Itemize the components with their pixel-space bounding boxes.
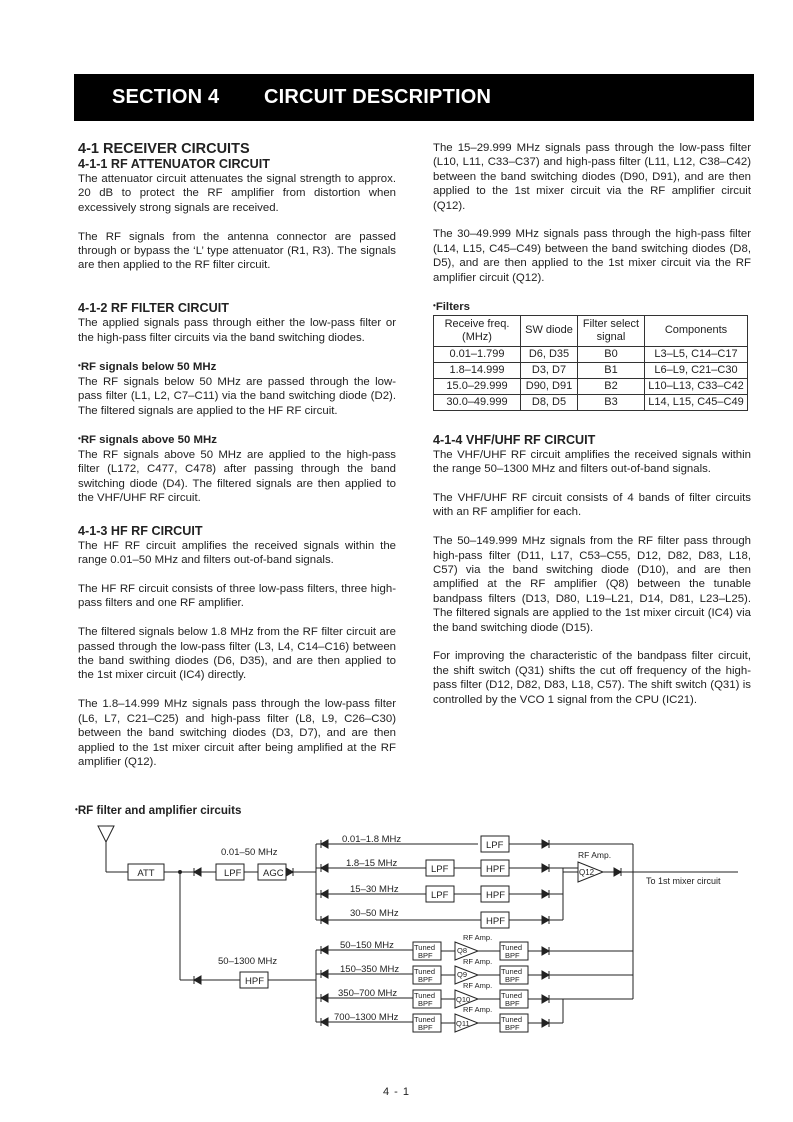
rf-block-diagram — [88, 822, 748, 1042]
left-column — [78, 141, 396, 769]
svg-text:Q11: Q11 — [456, 1019, 470, 1028]
svg-text:Tuned: Tuned — [414, 967, 435, 976]
svg-text:AGC: AGC — [263, 868, 284, 879]
heading-vhf-uhf-rf: 4-1-4 VHF/UHF RF CIRCUIT — [433, 432, 596, 447]
svg-text:LPF: LPF — [486, 840, 504, 851]
paragraph: The HF RF circuit consists of three low-pass filters, three high-pass filters and one RF amplifier. — [78, 583, 396, 610]
heading-rf-attenuator: 4-1-1 RF ATTENUATOR CIRCUIT — [78, 157, 270, 171]
svg-text:1.8–15 MHz: 1.8–15 MHz — [346, 858, 398, 869]
svg-text:BPF: BPF — [505, 951, 520, 960]
vhf-band-row — [316, 981, 563, 1008]
svg-text:Tuned: Tuned — [501, 991, 522, 1000]
table-cell: B3 — [578, 394, 645, 410]
table-cell: B2 — [578, 378, 645, 394]
vhf-band-row — [316, 1005, 563, 1032]
svg-text:BPF: BPF — [505, 1023, 520, 1032]
svg-text:BPF: BPF — [418, 1023, 433, 1032]
table-cell: D3, D7 — [521, 362, 578, 378]
table-cell: D8, D5 — [521, 394, 578, 410]
bullet-below-50: • RF signals below 50 MHz — [78, 359, 396, 374]
table-row — [434, 346, 748, 362]
table-cell: D6, D35 — [521, 346, 578, 362]
svg-text:RF Amp.: RF Amp. — [463, 981, 493, 990]
output-label: To 1st mixer circuit — [646, 876, 721, 886]
svg-text:Tuned: Tuned — [414, 1015, 435, 1024]
svg-text:150–350 MHz: 150–350 MHz — [340, 964, 400, 975]
svg-text:0.01–1.8 MHz: 0.01–1.8 MHz — [342, 834, 402, 845]
vhf-band-row — [316, 933, 633, 960]
table-header: Components — [645, 315, 748, 346]
table-cell: B1 — [578, 362, 645, 378]
paragraph: The VHF/UHF RF circuit consists of 4 bands of filter circuits with an RF amplifier for each. — [433, 492, 751, 519]
paragraph: The 50–149.999 MHz signals from the RF filter pass through high-pass filter (D11, L17, C53–C55, D12, D82, D83, L18, C57) via the band switching diode (D10), and are then amplified at the RF amplifier (Q8) between the tunable bandpass filters (D13, D80, L19–L21, D14, D81, L23–L25). The filtered signals are applied to the 1st mixer circuit (IC4) via the band switching diode (D15). — [433, 535, 751, 634]
svg-text:BPF: BPF — [505, 999, 520, 1008]
table-cell: L10–L13, C33–C42 — [645, 378, 748, 394]
table-cell: B0 — [578, 346, 645, 362]
diagram-title: • RF filter and amplifier circuits — [75, 804, 241, 817]
svg-text:Q8: Q8 — [457, 946, 468, 955]
paragraph: The VHF/UHF RF circuit amplifies the received signals within the range 50–1300 MHz and filters out-of-band signals. — [433, 448, 751, 476]
vu-range-label: 50–1300 MHz — [218, 956, 278, 967]
paragraph: The HF RF circuit amplifies the received signals within the range 0.01–50 MHz and filters out-of-band signals. — [78, 539, 396, 567]
heading-hf-rf: 4-1-3 HF RF CIRCUIT — [78, 523, 203, 538]
svg-text:350–700 MHz: 350–700 MHz — [338, 988, 398, 999]
svg-text:RF Amp.: RF Amp. — [463, 933, 493, 942]
svg-text:BPF: BPF — [418, 975, 433, 984]
filter-table — [433, 315, 748, 411]
svg-text:HPF: HPF — [486, 916, 505, 927]
table-cell: 1.8–14.999 — [434, 362, 521, 378]
paragraph: The RF signals from the antenna connector are passed through or bypass the ‘L’ type attenuator (R1, R3). The signals are then applied to the RF filter circuit. — [78, 230, 396, 272]
svg-text:Q9: Q9 — [457, 970, 468, 979]
svg-text:BPF: BPF — [418, 951, 433, 960]
svg-text:Tuned: Tuned — [501, 1015, 522, 1024]
svg-text:Tuned: Tuned — [414, 991, 435, 1000]
section-number: SECTION 4 — [112, 86, 220, 108]
svg-text:LPF: LPF — [431, 864, 449, 875]
svg-text:BPF: BPF — [418, 999, 433, 1008]
page-number: 4 - 1 — [382, 1086, 410, 1098]
table-cell: L6–L9, C21–C30 — [645, 362, 748, 378]
antenna-icon — [98, 826, 114, 872]
svg-text:Q10: Q10 — [456, 995, 471, 1004]
svg-text:Tuned: Tuned — [414, 943, 435, 952]
table-header: SW diode — [521, 315, 578, 346]
table-row — [434, 362, 748, 378]
table-row — [434, 378, 748, 394]
svg-text:HPF: HPF — [486, 864, 505, 875]
svg-text:RF Amp.: RF Amp. — [578, 850, 612, 860]
vhf-band-row — [316, 957, 633, 984]
heading-receiver-circuits: 4-1 RECEIVER CIRCUITS — [78, 141, 250, 157]
section-title: CIRCUIT DESCRIPTION — [264, 86, 492, 108]
svg-text:Tuned: Tuned — [501, 967, 522, 976]
svg-text:HPF: HPF — [245, 976, 264, 987]
svg-text:15–30 MHz: 15–30 MHz — [350, 884, 399, 895]
paragraph: The 1.8–14.999 MHz signals pass through the low-pass filter (L6, L7, C21–C25) and high-pass filter (L8, L9, C26–C30) between the band switching diodes (D3, D7), and are then applied to the 1st mixer circuit after being amplified at the RF amplifier (Q12). — [78, 698, 396, 768]
svg-text:LPF: LPF — [431, 890, 449, 901]
table-header: Filter select signal — [578, 315, 645, 346]
svg-text:BPF: BPF — [505, 975, 520, 984]
bullet-above-50: • RF signals above 50 MHz — [78, 432, 396, 447]
paragraph: The attenuator circuit attenuates the signal strength to approx. 20 dB to protect the RF amplifier from distortion when excessively strong signals are received. — [78, 173, 396, 214]
hf-range-label: 0.01–50 MHz — [221, 847, 278, 858]
paragraph: The RF signals below 50 MHz are passed through the low-pass filter (L1, L2, C7–C11) via the band switching diode (D2). The filtered signals are applied to the HF RF circuit. — [78, 375, 396, 417]
table-cell: L3–L5, C14–C17 — [645, 346, 748, 362]
table-cell: 30.0–49.999 — [434, 394, 521, 410]
svg-text:30–50 MHz: 30–50 MHz — [350, 908, 399, 919]
section-banner — [74, 74, 754, 121]
table-cell: 0.01–1.799 — [434, 346, 521, 362]
table-header: Receive freq. (MHz) — [434, 315, 521, 346]
svg-text:LPF: LPF — [224, 868, 242, 879]
heading-rf-filter: 4-1-2 RF FILTER CIRCUIT — [78, 301, 229, 316]
svg-text:700–1300 MHz: 700–1300 MHz — [334, 1012, 399, 1023]
svg-text:RF Amp.: RF Amp. — [463, 957, 493, 966]
paragraph: The applied signals pass through either the low-pass filter or the high-pass filter circuits via the band switching diodes. — [78, 317, 396, 344]
svg-text:Tuned: Tuned — [501, 943, 522, 952]
filters-label: • Filters — [433, 299, 751, 314]
svg-text:Q12: Q12 — [579, 868, 595, 877]
paragraph: The 30–49.999 MHz signals pass through the high-pass filter (L14, L15, C45–C49) between the band switching diodes (D8, D5), and are then applied to the 1st mixer circuit via the RF amplifier circuit (Q12). — [433, 228, 751, 284]
right-column — [433, 141, 751, 707]
paragraph: The 15–29.999 MHz signals pass through the low-pass filter (L10, L11, C33–C37) and high-pass filter (L11, L12, C38–C42) between the band switching diodes (D90, D91), and are then applied to the 1st mixer circuit via the RF amplifier circuit (Q12). — [433, 142, 751, 212]
svg-text:50–150 MHz: 50–150 MHz — [340, 940, 394, 951]
table-cell: L14, L15, C45–C49 — [645, 394, 748, 410]
svg-text:HPF: HPF — [486, 890, 505, 901]
table-cell: 15.0–29.999 — [434, 378, 521, 394]
att-label: ATT — [137, 868, 155, 879]
table-cell: D90, D91 — [521, 378, 578, 394]
svg-text:RF Amp.: RF Amp. — [463, 1005, 493, 1014]
table-row — [434, 394, 748, 410]
paragraph: For improving the characteristic of the bandpass filter circuit, the shift switch (Q31) shifts the cut off frequency of the high-pass filter (D12, D82, D83, L18, C57). The shift switch (Q31) is controlled by the VCO 1 signal from the CPU (IC21). — [433, 650, 751, 706]
paragraph: The filtered signals below 1.8 MHz from the RF filter circuit are passed through the low-pass filter (L3, L4, C14–C16) between the band swithing diodes (D6, D35), and are then applied to the 1st mixer circuit (IC4) directly. — [78, 626, 396, 682]
paragraph: The RF signals above 50 MHz are applied to the high-pass filter (L172, C477, C478) after passing through the band switching diode (D4). The filtered signals are then applied to the VHF/UHF RF circuit. — [78, 448, 396, 505]
